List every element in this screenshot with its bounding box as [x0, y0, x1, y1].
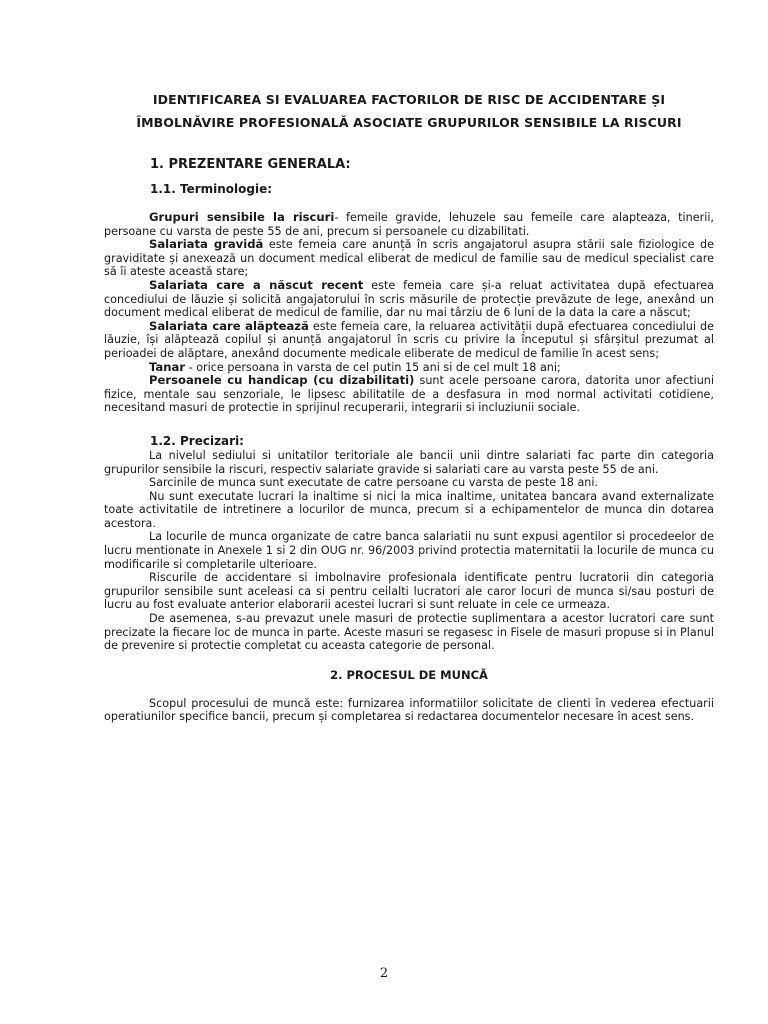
section-1-1-heading: 1.1. Terminologie: [150, 182, 273, 196]
section-2-paragraph: Scopul procesului de muncă este: furnizarea informatiilor solicitate de clienti în vederea efectuarii operatiunilor specifice bancii, precum și completarea si redactarea documentelor necesare în acest sens. [104, 696, 714, 724]
section-1-2-heading: 1.2. Precizari: [150, 433, 244, 448]
precizari-paragraph: De asemenea, s-au prevazut unele masuri de protectie suplimentara a acestor lucratori care sunt precizate la fiecare loc de munca in parte. Aceste masuri se regasesc in Fisele de masuri propuse si in Planul de prevenire si protectie completat cu aceasta categorie de personal. [104, 612, 714, 653]
definition-term: Grupuri sensibile la riscuri [149, 210, 335, 224]
definition-text: este femeia care anunță în scris angajatorul asupra stării sale fiziologice de graviditate și anexează un document medical eliberat de medicul de familie sau de medicul specialist care să îi ateste această stare; [104, 238, 714, 279]
definition-paragraph [104, 320, 714, 361]
definition-paragraph [104, 361, 714, 375]
definition-text: este femeia care, la reluarea activității după efectuarea concediului de lăuzie, își alăptează copilul și anunță angajatorul în scris cu privire la începutul și sfârșitul prezumat al perioadei de alăptare, anexând documente medicale eliberate de medicul de familie în acest sens; [104, 319, 714, 360]
page-number: 2 [379, 966, 389, 981]
definition-term: Salariata gravidă [149, 237, 264, 252]
definition-text: - orice persoana in varsta de cel putin 15 ani si de cel mult 18 ani; [185, 360, 561, 374]
definition-term: Salariata care alăptează [149, 318, 309, 333]
section-2-heading: 2. PROCESUL DE MUNCĂ [330, 667, 488, 682]
definition-paragraph [104, 211, 714, 238]
definition-text: sunt acele persoane carora, datorita unor afectiuni fizice, mentale sau senzoriale, le lipsesc abilitatile de a desfasura in mod normal activitati cotidiene, necesitand masuri de protectie in sprijinul recuperarii, integrarii si incluziunii sociale. [104, 374, 714, 415]
definition-term: Persoanele cu handicap (cu dizabilitati) [149, 373, 415, 388]
precizari-paragraph: Nu sunt executate lucrari la inaltime si nici la mica inaltime, unitatea bancara avand externalizate toate activitatile de intretinere a locurilor de munca, precum si a echipamentelor de munca din dotarea acestora. [104, 489, 714, 530]
section-1-heading: 1. PREZENTARE GENERALA: [150, 157, 351, 172]
precizari-paragraph: La locurile de munca organizate de catre banca salariatii nu sunt expusi agentilor si procedeelor de lucru mentionate in Anexele 1 si 2 din OUG nr. 96/2003 privind protectia maternitatii la locurile de munca cu modificarile si completarile ulterioare. [104, 530, 714, 571]
definition-text: - femeile gravide, lehuzele sau femeile care alapteaza, tinerii, persoane cu varsta de peste 55 de ani, precum si persoanele cu dizabilitati. [104, 211, 714, 238]
definition-paragraph [104, 238, 714, 279]
definition-term: Tanar [149, 359, 186, 374]
definition-text: este femeia care și-a reluat activitatea după efectuarea concediului de lăuzie și solicită angajatorului în scris măsurile de protecție prevăzute de lege, anexând un document medical eliberat de medicul de familie, dar nu mai târziu de 6 luni de la data la care a născut; [104, 278, 714, 320]
precizari-paragraph: Riscurile de accidentare si imbolnavire profesionala identificate pentru lucratorii din categoria grupurilor sensibile sunt aceleasi ca si pentru ceilalti lucratori ale caror locuri de munca si/sau posturi de lucru au fost evaluate anterior elaborarii acestei lucrari si sunt reluate in cele ce urmeaza. [104, 571, 714, 612]
precizari-paragraph: La nivelul sediului si unitatilor teritoriale ale bancii unii dintre salariati fac parte din categoria grupurilor sensibile la riscuri, respectiv salariate gravide si salariati care au varsta peste 55 de ani. [104, 448, 714, 476]
precizari-paragraph: Sarcinile de munca sunt executate de catre persoane cu varsta de peste 18 ani. [149, 476, 599, 490]
document-page [104, 88, 714, 724]
definition-term: Salariata care a născut recent [149, 277, 364, 292]
definition-paragraph [104, 279, 714, 320]
document-title: IDENTIFICAREA SI EVALUAREA FACTORILOR DE RISC DE ACCIDENTARE ȘI ÎMBOLNĂVIRE PROFESIONALĂ ASOCIATE GRUPURILOR SENSIBILE LA RISCURI [136, 92, 682, 130]
definition-paragraph [104, 374, 714, 415]
